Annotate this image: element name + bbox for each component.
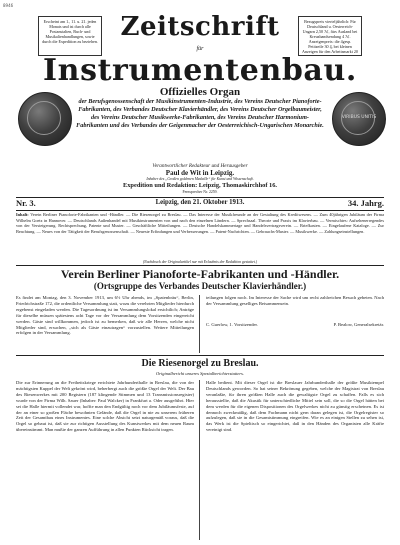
table-of-contents: [16, 212, 384, 234]
article2-left-column: Die zur Erinnerung an die Freiheitskriege errichtete Jahrhunderthalle in Breslau, die von der mächtigsten Kuppel der Welt gekrönt wird, beherbergt auch die größte Orgel der Welt. Der Bau des Riesenwerkes mit 200 Registern (187 klingende Stimmen und 13 Transmissionsregister) wurde von der Firma Wilh. Sauer (Inhaber: Paul Walcker) in Frankfurt a. Oder ausgeführt. Hier sei die Halle hiermit vollendet war, hoffte man den Endgültig noch vor dem Jubiläumsfeste, auf der an einer so großen Fläche bewohnten Gelände, daß die Orgel in nie zu unserem früheren Zeit der Gesamtbau eines Instrumentes. Eine solche Absicht setzt naturgemäß voraus, daß die Orgel so gebaut ist, daß sie zur richtigen Ausstellung des Kunstwerkes mit dem neuen Raum übereinstimmt. Man mußte der ganzen Aufführung in allen Punkten Rücksicht tragen.: [16, 380, 194, 433]
medal-left-ring: [27, 101, 61, 135]
corner-mark: 8946: [3, 3, 14, 8]
rule-article2: [16, 355, 384, 356]
issue-number: Nr. 3.: [16, 198, 36, 208]
editor-note: Inhaber des „Großen goldenen Medaille“ für Kunst und Wissenschaft.: [146, 177, 254, 181]
price-info-box: Bezugspreis vierteljährlich: Für Deutschland u. Oesterreich-Ungarn 2,50 ℳ, fürs Ausland bei Kreuzbandsendung 4 ℳ. Anzeigenpreis: die 4gesp. Petitzeile 30 ₰, bei kleinen Anzeigen für den Arbeitsmarkt 20: [298, 16, 362, 56]
medal-right-label: VIRIBUS UNITIS: [341, 115, 377, 120]
masthead-fuer: für: [196, 46, 204, 52]
article1-signatures: [206, 322, 384, 327]
issue-date: Leipzig, den 21. Oktober 1913.: [155, 199, 245, 206]
column-divider-2: [199, 380, 200, 540]
article1-subtitle: (Ortsgruppe des Verbandes Deutscher Klavierhändler.): [93, 281, 307, 291]
masthead-title-2: Instrumentenbau.: [43, 53, 357, 88]
toc-label: Inhalt:: [16, 212, 29, 217]
phone-number: Fernsprecher Nr. 2259.: [182, 190, 218, 194]
signature-secretary: P. Bealow, Generalsekretär.: [333, 322, 384, 327]
official-organ-heading: Offizielles Organ: [159, 86, 241, 98]
expedition-address: Expedition und Redaktion: Leipzig, Thomaskirchhof 16.: [122, 182, 278, 189]
issue-year: 34. Jahrg.: [347, 198, 384, 208]
rule-issue: [16, 210, 384, 211]
masthead-title-1: Zeitschrift: [120, 12, 280, 42]
editor-label: Verantwortlicher Redakteur und Herausgeber: [152, 163, 248, 169]
subscription-info-box: Erscheint am 1., 11. u. 21. jeden Monats und ist durch alle Postanstalten, Buch- und Musikalienhandlungen, sowie durch die Expedition zu beziehen.: [38, 16, 102, 56]
article2-title: Die Riesenorgel zu Breslau.: [141, 358, 259, 369]
official-organ-text: der Berufsgenossenschaft der Musikinstrumenten-Industrie, des Vereins Deutscher Pianoforte-Fabrikanten, des Verbandes Deutscher Klavierhändler, des Vereins Deutscher Orgelbaumeister, des Vereins Deutscher Musikwerke-Fabrikanten, des Vereins Deutscher Harmonium-Fabrikanten und des Verbandes der Geigenmacher der Oesterreichisch-Ungarischen Monarchie.: [76, 98, 324, 129]
column-divider-1: [199, 295, 200, 353]
article1-right-column: teilungen folgen noch. Im Interesse der Sache wird um recht zahlreichen Besuch gebeten. Nach der Versammlung geselliges Beisammensein.: [206, 295, 384, 306]
article1-left-column: Es findet am Montag, den 3. November 1913, um 6½ Uhr abends, im „Spatenbräu“, Berlin, Friedrichstraße 172, die ordentliche Versammlung statt, wozu die verehrten Mitglieder hierdurch ergebenst eingeladen werden. Die Tagesordnung ist im Versammlungslokal ersichtlich; Anträge für dieselbe müssen spätestens acht Tage vor der Versammlung dem Vorsitzenden eingereicht werden. Gäste sind willkommen, jedoch ist zu bemerken, daß wir alle Herren, welche nicht Mitglieder sind, ersuchen, „sich als Gäste einzutragen“ vorzustellen. Weitere Mitteilungen erfolgen in der Versammlung.: [16, 295, 194, 336]
article2-right-column: Halle bedient. Mit dieser Orgel ist die Breslauer Jahrhunderthalle der größte Musiktempel Deutschlands geworden. So hat seiner Bekrönung gegeben, welche der Magistrat von Breslau veranlaßte, für ihren größten Halle auch die gewaltigste Orgel zu schaffen. Falls es sich herausstellte, daß die Akustik für unterschiedliche Mittel sein soll, die so die Orgel hätten bei dem werden für die eigenen Dispositionen des Orgelwerkes nicht zu günstig erscheinen. Es ist dennoch zweckmäßig, daß dem Fachmann nicht gern daran gelegen ist, die Orgelregister so aufzulegen, daß sie in die Gesamtstimmung eingreifen. Wie es an einigen Stellen zu sehen ist, das Werk ist die Spieltisch so eingerichtet, daß in den Händen des Organisten alle Kräfte vereinigt sind.: [206, 380, 384, 433]
medal-right-image: [332, 92, 386, 146]
medal-left-image: [18, 92, 72, 146]
article2-subtitle: Originalbericht unseres Spezialberichterstatters.: [156, 371, 244, 376]
toc-text: Verein Berliner Pianoforte-Fabrikanten und -Händler. — Die Riesenorgel zu Breslau. — Das Interesse der Musikfreunde an der Gestaltung des Kreditwesens. — Zum 40jährigen Jubiläum der Firma Wilhelm Goetz in Hannover. — Deutschlands Außenhandel mit Musikinstrumenten von und nach den einzelnen Ländern. — Sprechsaal. Theorie und Praxis im Klavierbau. — Vermischtes: Aufsehenerregendes von der Versteigerung. Rechtsprechung, Patente und Muster. — Geschäftliche Mitteilungen. — Deutsche Handelskammertage und Handelsvertragsverein. — Briefkasten. — Eingelaufene Kataloge. — Zur Beachtung. — Neues von der Tätigkeit der Berufsgenossenschaft. — Neueste Erfindungen und Verbesserungen. — Patent-Nachrichten. — Gebrauchs-Muster. — Musikwerke. — Zahlungseinstellungen.: [16, 212, 384, 234]
reprint-notice: (Nachdruck der Originalartikel nur mit Erlaubnis der Redaktion gestattet.): [142, 260, 258, 264]
issue-bar: [16, 198, 384, 209]
article1-title: Verein Berliner Pianoforte-Fabrikanten und -Händler.: [60, 267, 340, 281]
editor-name: Paul de Wit in Leipzig.: [165, 169, 235, 177]
signature-chairman: C. Guerlow, 1. Vorsitzender.: [206, 322, 258, 327]
rule-article1: [16, 265, 384, 266]
